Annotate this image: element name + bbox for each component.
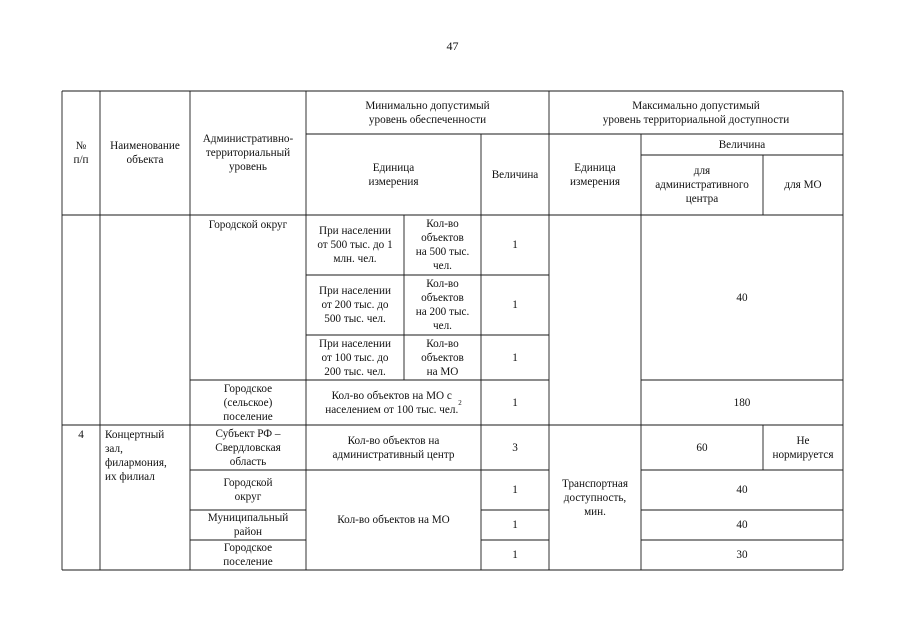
header-number: № п/п [73, 140, 89, 166]
header-value-min: Величина [491, 168, 539, 181]
city-district-access: 40 [736, 291, 748, 304]
subject-level-label: Субъект РФ – Свердловская область [215, 427, 281, 468]
city-district-label: Городской округ [208, 219, 288, 231]
header-admin-level: Административно- территориальный уровень [202, 133, 294, 173]
value-2: 1 [512, 299, 518, 311]
city-settlement-value: 1 [512, 549, 518, 561]
header-value-max: Величина [718, 138, 766, 151]
municipal-district-label: Муниципальный район [207, 512, 289, 538]
subject-unit: Кол-во объектов на административный центр [332, 434, 455, 461]
settlement-access: 180 [733, 396, 751, 409]
header-unit-max: Единица измерения [570, 161, 620, 188]
city-district-4-value: 1 [512, 484, 518, 496]
header-min-level: Минимально допустимый уровень обеспеченности [365, 99, 490, 126]
municipal-access: 40 [736, 519, 748, 531]
transport-accessibility: Транспортная доступность, мин. [562, 477, 628, 518]
city-district-4-access: 40 [736, 484, 748, 496]
header-for-admin-center: для административного центра [655, 165, 749, 205]
settlement-value: 1 [512, 396, 518, 409]
subject-center-access: 60 [696, 441, 708, 454]
pop-range-1: При населении от 500 тыс. до 1 млн. чел. [317, 225, 393, 265]
settlement-unit-text: Кол-во объектов на МО с населением от 100 тыс. чел. [325, 389, 459, 416]
object-name-concert-hall: Концертный зал, филармония, их филиал [105, 429, 167, 483]
settlement-label: Городское (сельское) поселение [223, 382, 273, 423]
page-number: 47 [446, 39, 459, 53]
subject-value: 3 [512, 441, 518, 454]
municipal-value: 1 [512, 519, 518, 531]
header-for-mo: для МО [784, 179, 822, 191]
header-unit-min: Единица измерения [368, 161, 419, 188]
subject-mo-access: Не нормируется [772, 434, 834, 461]
header-max-level: Максимально допустимый уровень территориальной доступности [602, 99, 790, 126]
city-district-4-label: Городской округ [223, 477, 273, 503]
value-1: 1 [512, 239, 518, 251]
pop-range-3: При населении от 100 тыс. до 200 тыс. чел. [319, 337, 391, 378]
unit-2: Кол-во объектов на 200 тыс. чел. [415, 278, 470, 332]
shared-unit: Кол-во объектов на МО [337, 514, 450, 526]
city-settlement-label: Городское поселение [223, 542, 273, 568]
value-3: 1 [512, 351, 518, 364]
unit-3: Кол-во объектов на МО [421, 337, 464, 378]
city-settlement-access: 30 [736, 549, 748, 561]
unit-1: Кол-во объектов на 500 тыс. чел. [415, 218, 470, 272]
pop-range-2: При населении от 200 тыс. до 500 тыс. чел. [319, 285, 391, 325]
settlement-unit: Кол-во объектов на МО с населением от 100 тыс. чел. 2 [325, 389, 462, 416]
header-object-name: Наименование объекта [110, 140, 180, 166]
row-number-4: 4 [78, 429, 84, 441]
